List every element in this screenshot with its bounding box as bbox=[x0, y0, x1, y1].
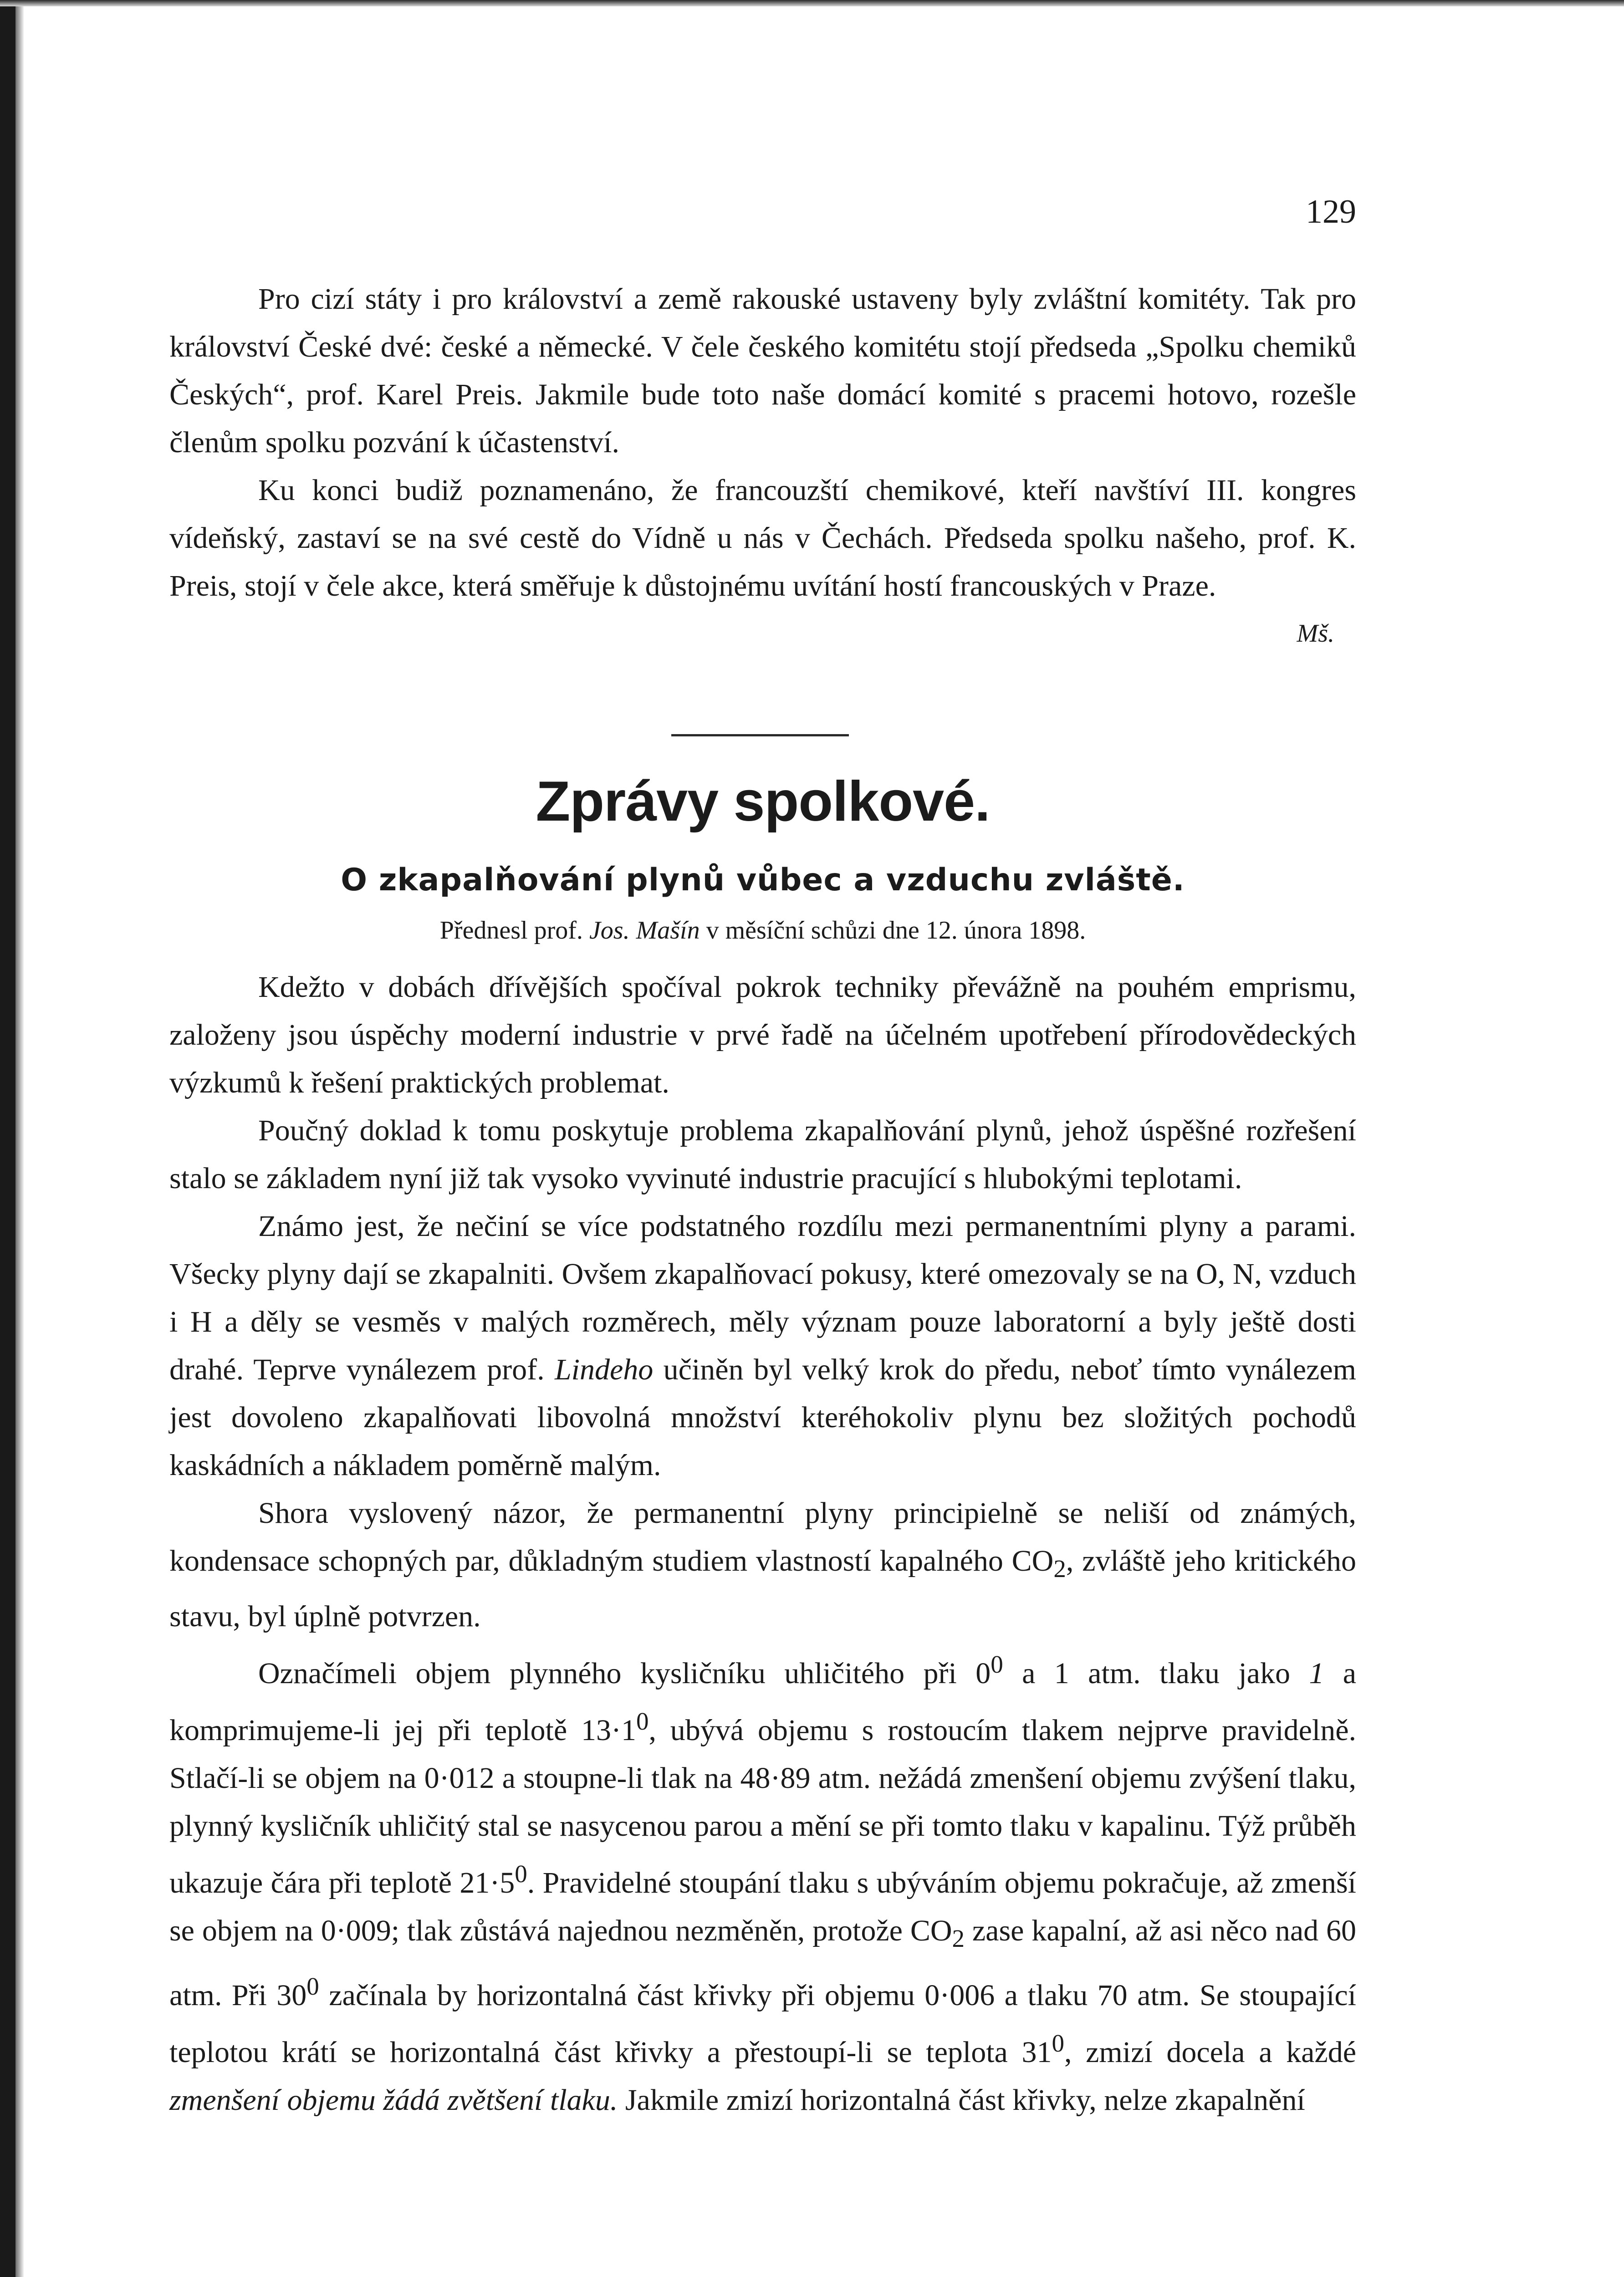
byline-author: Jos. Mašín bbox=[589, 916, 700, 944]
article-paragraph bbox=[169, 1640, 1356, 2124]
section-divider bbox=[671, 734, 849, 736]
superscript: 0 bbox=[1052, 2029, 1064, 2057]
text-run: a 1 atm. tlaku jako bbox=[1003, 1657, 1309, 1690]
text-run: Shora vyslovený názor, že permanentní plyny principielně se neliší od známých, kondensace schopných par, důkladným studiem vlastností kapalného CO bbox=[169, 1496, 1356, 1578]
superscript: 0 bbox=[306, 1972, 319, 2001]
subscript: 2 bbox=[952, 1925, 965, 1953]
text-run: Známo jest, že nečiní se více podstatného rozdílu mezi permanentními plyny a parami. Všecky plyny dají se zkapalniti. Ovšem zkapalňovací pokusy, které omezovaly se na O, N, vzduch i H a děly se vesměs v malých rozměrech, měly význam pouze laboratorní a byly ještě dosti drahé. Teprve vynálezem prof. bbox=[169, 1210, 1356, 1386]
text-run: zase kapalní, až asi něco nad 60 atm. Při 30 bbox=[169, 1914, 1357, 2012]
article-paragraph: Kdežto v dobách dřívějších spočíval pokrok techniky převážně na pouhém emprismu, založeny jsou úspěchy moderní industrie v prvé řadě na účelném upotřebení přírodovědeckých výzkumů k řešení praktických problemat. bbox=[169, 970, 1356, 1099]
text-run: , zvláště jeho kritického stavu, byl úplně potvrzen. bbox=[169, 1544, 1356, 1634]
text-run: , ubývá objemu s rostoucím tlakem nejprve pravidelně. Stlačí-li se objem na 0·012 a stoupne-li tlak na 48·89 atm. nežádá zmenšení objemu zvýšení tlaku, plynný kysličník uhličitý stal se nasycenou parou a mění se při tomto tlaku v kapalinu. Týž průběh ukazuje čára při teplotě 21·5 bbox=[169, 1714, 1357, 1900]
scan-edge-left bbox=[0, 0, 15, 2277]
page-number: 129 bbox=[1306, 193, 1356, 230]
text-run: , zmizí docela a každé bbox=[1064, 2036, 1356, 2069]
text-run: Označímeli objem plynného kysličníku uhličitého při 0 bbox=[258, 1657, 991, 1690]
text-run: a komprimujeme-li jej při teplotě 13·1 bbox=[169, 1657, 1356, 1747]
emphasis: zmenšení objemu žádá zvětšení tlaku. bbox=[169, 2083, 618, 2117]
byline-text: Přednesl prof. bbox=[439, 916, 589, 944]
text-run: Jakmile zmizí horizontalná část křivky, nelze zkapalnění bbox=[618, 2083, 1305, 2117]
superscript: 0 bbox=[636, 1707, 649, 1736]
italic-number: 1 bbox=[1309, 1657, 1324, 1690]
signature: Mš. bbox=[1297, 619, 1334, 648]
article-title: O zkapalňování plynů vůbec a vzduchu zvláště. bbox=[341, 862, 1185, 898]
article-paragraph bbox=[169, 1202, 1356, 1489]
article-body bbox=[169, 963, 1356, 2124]
section-title: Zprávy spolkové. bbox=[536, 770, 990, 833]
text-run: . Pravidelné stoupání tlaku s ubýváním objemu pokračuje, až zmenší se objem na 0·009; tlak zůstává najednou nezměněn, protože CO bbox=[169, 1866, 1356, 1948]
scan-edge-top bbox=[0, 0, 1624, 6]
intro-paragraph-text: Ku konci budiž poznamenáno, že francouzští chemikové, kteří navštíví III. kongres vídeňský, zastaví se na své cestě do Vídně u nás v Čechách. Předseda spolku našeho, prof. K. Preis, stojí v čele akce, která směřuje k důstojnému uvítání hostí francouských v Praze. bbox=[169, 474, 1356, 602]
intro-paragraph: Pro cizí státy i pro království a země rakouské ustaveny byly zvláštní komitéty. Tak pro království České dvé: české a německé. V čele českého komitétu stojí předseda „Spolku chemiků Českých“, prof. Karel Preis. Jakmile bude toto naše domácí komité s pracemi hotovo, rozešle členům spolku pozvání k účastenství. bbox=[169, 282, 1356, 459]
person-name: Lindeho bbox=[554, 1353, 654, 1386]
intro-paragraph bbox=[169, 466, 1356, 648]
byline bbox=[169, 915, 1356, 946]
intro-text bbox=[169, 275, 1356, 658]
byline-text: v měsíční schůzi dne 12. února 1898. bbox=[700, 916, 1086, 944]
superscript: 0 bbox=[991, 1650, 1003, 1679]
article-paragraph bbox=[169, 1489, 1356, 1640]
text-run: učiněn byl velký krok do předu, neboť tímto vynálezem jest dovoleno zkapalňovati libovolná množství kteréhokoliv plynu bez složitých pochodů kaskádních a nákladem poměrně malým. bbox=[169, 1353, 1356, 1482]
superscript: 0 bbox=[515, 1860, 527, 1888]
text-run: začínala by horizontalná část křivky při objemu 0·006 a tlaku 70 atm. Se stoupající teplotou krátí se horizontalná část křivky a přestoupí-li se teplota 31 bbox=[169, 1979, 1356, 2069]
subscript: 2 bbox=[1053, 1555, 1066, 1583]
article-paragraph: Poučný doklad k tomu poskytuje problema zkapalňování plynů, jehož úspěšné rozřešení stalo se základem nyní již tak vysoko vyvinuté industrie pracující s hlubokými teplotami. bbox=[169, 1114, 1356, 1195]
